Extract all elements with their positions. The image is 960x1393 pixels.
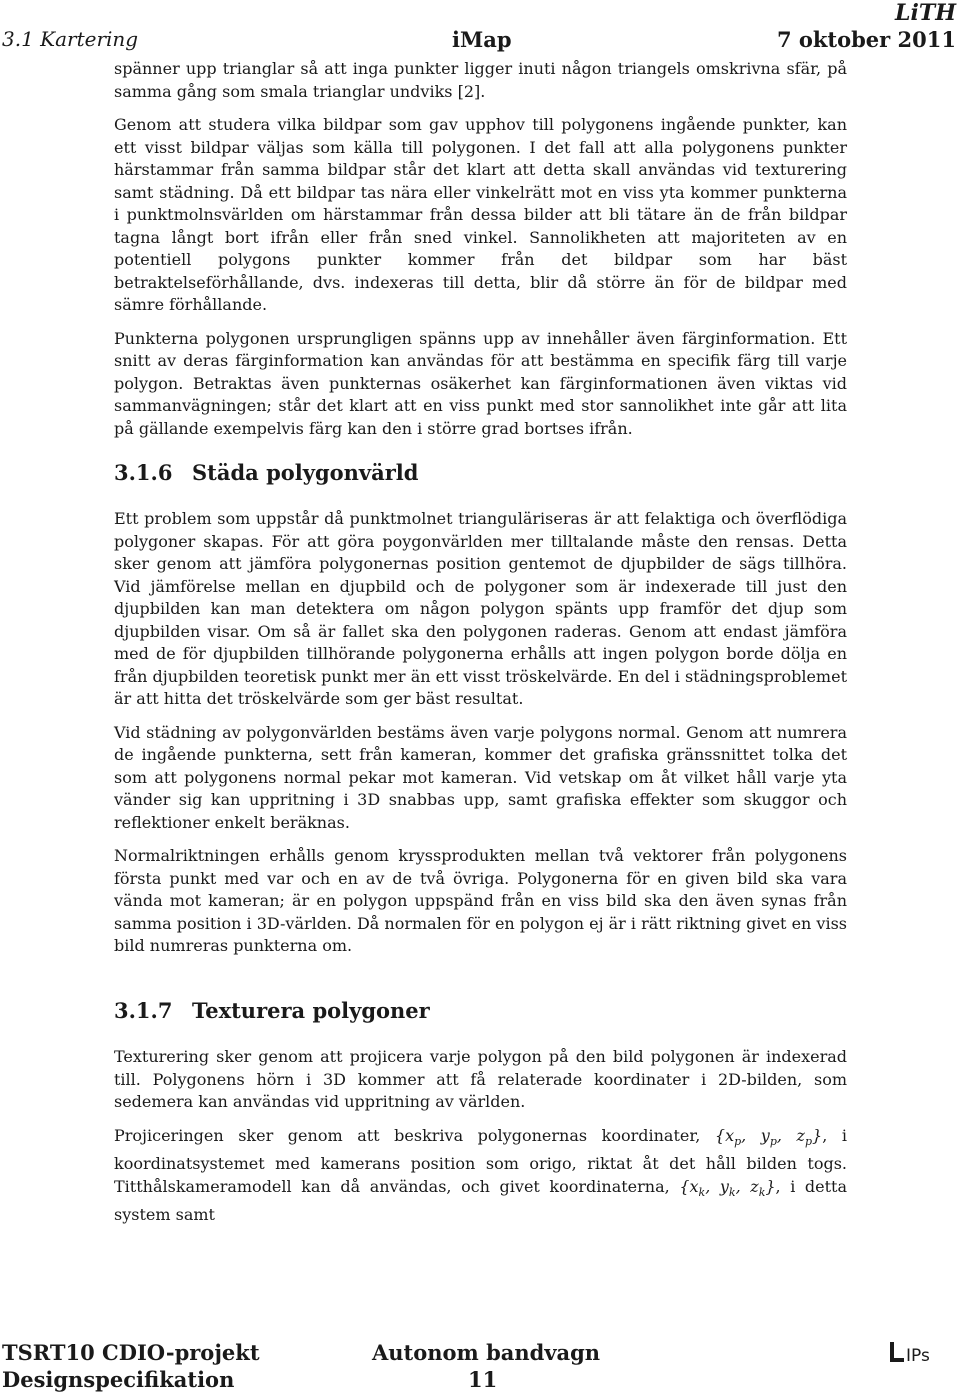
lips-logo-icon	[888, 1340, 958, 1364]
footer-doc: Designspecifikation	[2, 1367, 235, 1392]
body-316	[114, 508, 847, 969]
paragraph: spänner upp trianglar så att inga punkter ligger inuti någon triangels omskrivna sfär, på samma gång som smala trianglar undviks [2].	[114, 59, 847, 101]
paragraph: Punkterna polygonen ursprungligen spänns upp av innehåller även färginformation. Ett snitt av deras färginformation kan användas för att bestämma en specifik färg till varje polygon. Betraktas även punkternas osäkerhet kan färginformationen även viktas vid sammanvägningen; står det klart att en viss punkt med stor sannolikhet inte går att lita på gällande exempelvis färg kan den i större grad bortses ifrån.	[114, 328, 847, 438]
text-run: , i detta system samt	[114, 1176, 848, 1225]
section-number: 3.1.6	[114, 460, 173, 485]
page-number: 11	[468, 1367, 498, 1392]
paragraph: Ett problem som uppstår då punktmolnet trianguläriseras är att felaktiga och överflödiga polygoner skapas. För att göra poygonvärlden mer tilltalande måste den rensas. Detta sker genom att jämföra polygonernas position gentemot de djupbilder de sägs tillhöra. Vid jämförelse mellan en djupbild och de polygoner som är indexerade till just den djupbilden kan man detektera om någon polygon spänts upp framför det djup som djupbilden visar. Om så är fallet ska den polygonen raderas. Genom att endast jämföra med de för djupbilden tillhörande polygonerna erhålls att ingen polygon borde dölja en från djupbilden teoretisk punkt mer än ett visst tröskelvärde. En del i städningsproblemet är att hitta det tröskelvärde som ger bäst resultat.	[114, 509, 847, 708]
section-heading-316	[114, 460, 418, 485]
paragraph-projection	[114, 1125, 847, 1227]
header-date: 7 oktober 2011	[776, 27, 956, 52]
page-header	[0, 0, 960, 56]
footer-course: TSRT10 CDIO-projekt	[2, 1340, 260, 1365]
section-title: Städa polygonvärld	[192, 460, 419, 485]
section-number: 3.1.7	[114, 998, 173, 1023]
footer-row-2	[0, 1367, 960, 1393]
section-title: Texturera polygoner	[192, 998, 430, 1023]
header-section: 3.1 Kartering	[2, 27, 139, 51]
lips-logo	[888, 1340, 958, 1369]
text-run: Projiceringen sker genom att beskriva polygonernas koordinater,	[114, 1125, 715, 1145]
paragraph: Genom att studera vilka bildpar som gav upphov till polygonens ingående punkter, kan ett visst bildpar väljas som källa till polygonen. I det fall att alla polygonens punkter härstammar från samma bildpar står det klart att detta skall användas vid texturering samt städning. Då ett bildpar tas nära eller vinkelrätt mot en viss yta kommer punkterna i punktmolnsvärlden om härstammar från dessa bilder att bli tätare än de från bildpar tagna långt bort ifrån eller från sned vinkel. Sannolikheten att majoriteten av en potentiell polygons punkter kommer från det bildpar som har bäst betraktelseförhållande, dvs. indexeras till detta, blir då större än för de bildpar med sämre förhållande.	[114, 115, 847, 314]
svg-text:IPs: IPs	[906, 1346, 930, 1364]
section-heading-317	[114, 998, 430, 1023]
body-top	[114, 58, 847, 451]
body-317	[114, 1046, 847, 1238]
paragraph: Texturering sker genom att projicera varje polygon på den bild polygonen är indexerad till. Polygonens hörn i 3D kommer att få relaterade koordinater i 2D-bilden, som sedemera kan användas vid uppritning av världen.	[114, 1047, 847, 1111]
paragraph: Normalriktningen erhålls genom kryssprodukten mellan två vektorer från polygonens första punkt med var och en av de två övriga. Polygonerna för en given bild ska vara vända mot kameran; är en polygon uppspänd från en viss bild ska den även synas från samma position i 3D-världen. Då normalen för en polygon ej är i rätt riktning givet en viss bild numreras punkterna om.	[114, 846, 847, 955]
text-run: , i koordinatsystemet med kamerans position som origo, riktat åt det håll bilden togs. Titthålskameramodell kan då användas, och givet koordinaterna,	[114, 1125, 848, 1196]
paragraph: Vid städning av polygonvärlden bestäms även varje polygons normal. Genom att numrera de ingående punkterna, sett från kameran, kommer det grafiska gränssnittet tolka det som att polygonens normal pekar mot kameran. Vid vetskap om åt vilket håll varje yta vänder sig kan uppritning i 3D snabbas upp, samt grafiska effekter som skuggor och reflektioner enkelt beräknas.	[114, 722, 847, 832]
math-coords-k: {$x_k$, $y_k$, $z_k$}	[679, 1176, 776, 1199]
lith-label: LiTH	[895, 0, 956, 26]
math-coords-p: {$x_p$, $y_p$, $z_p$}	[714, 1125, 823, 1148]
header-title: iMap	[452, 27, 512, 52]
footer-row-1	[0, 1340, 960, 1366]
footer-project: Autonom bandvagn	[372, 1340, 601, 1365]
